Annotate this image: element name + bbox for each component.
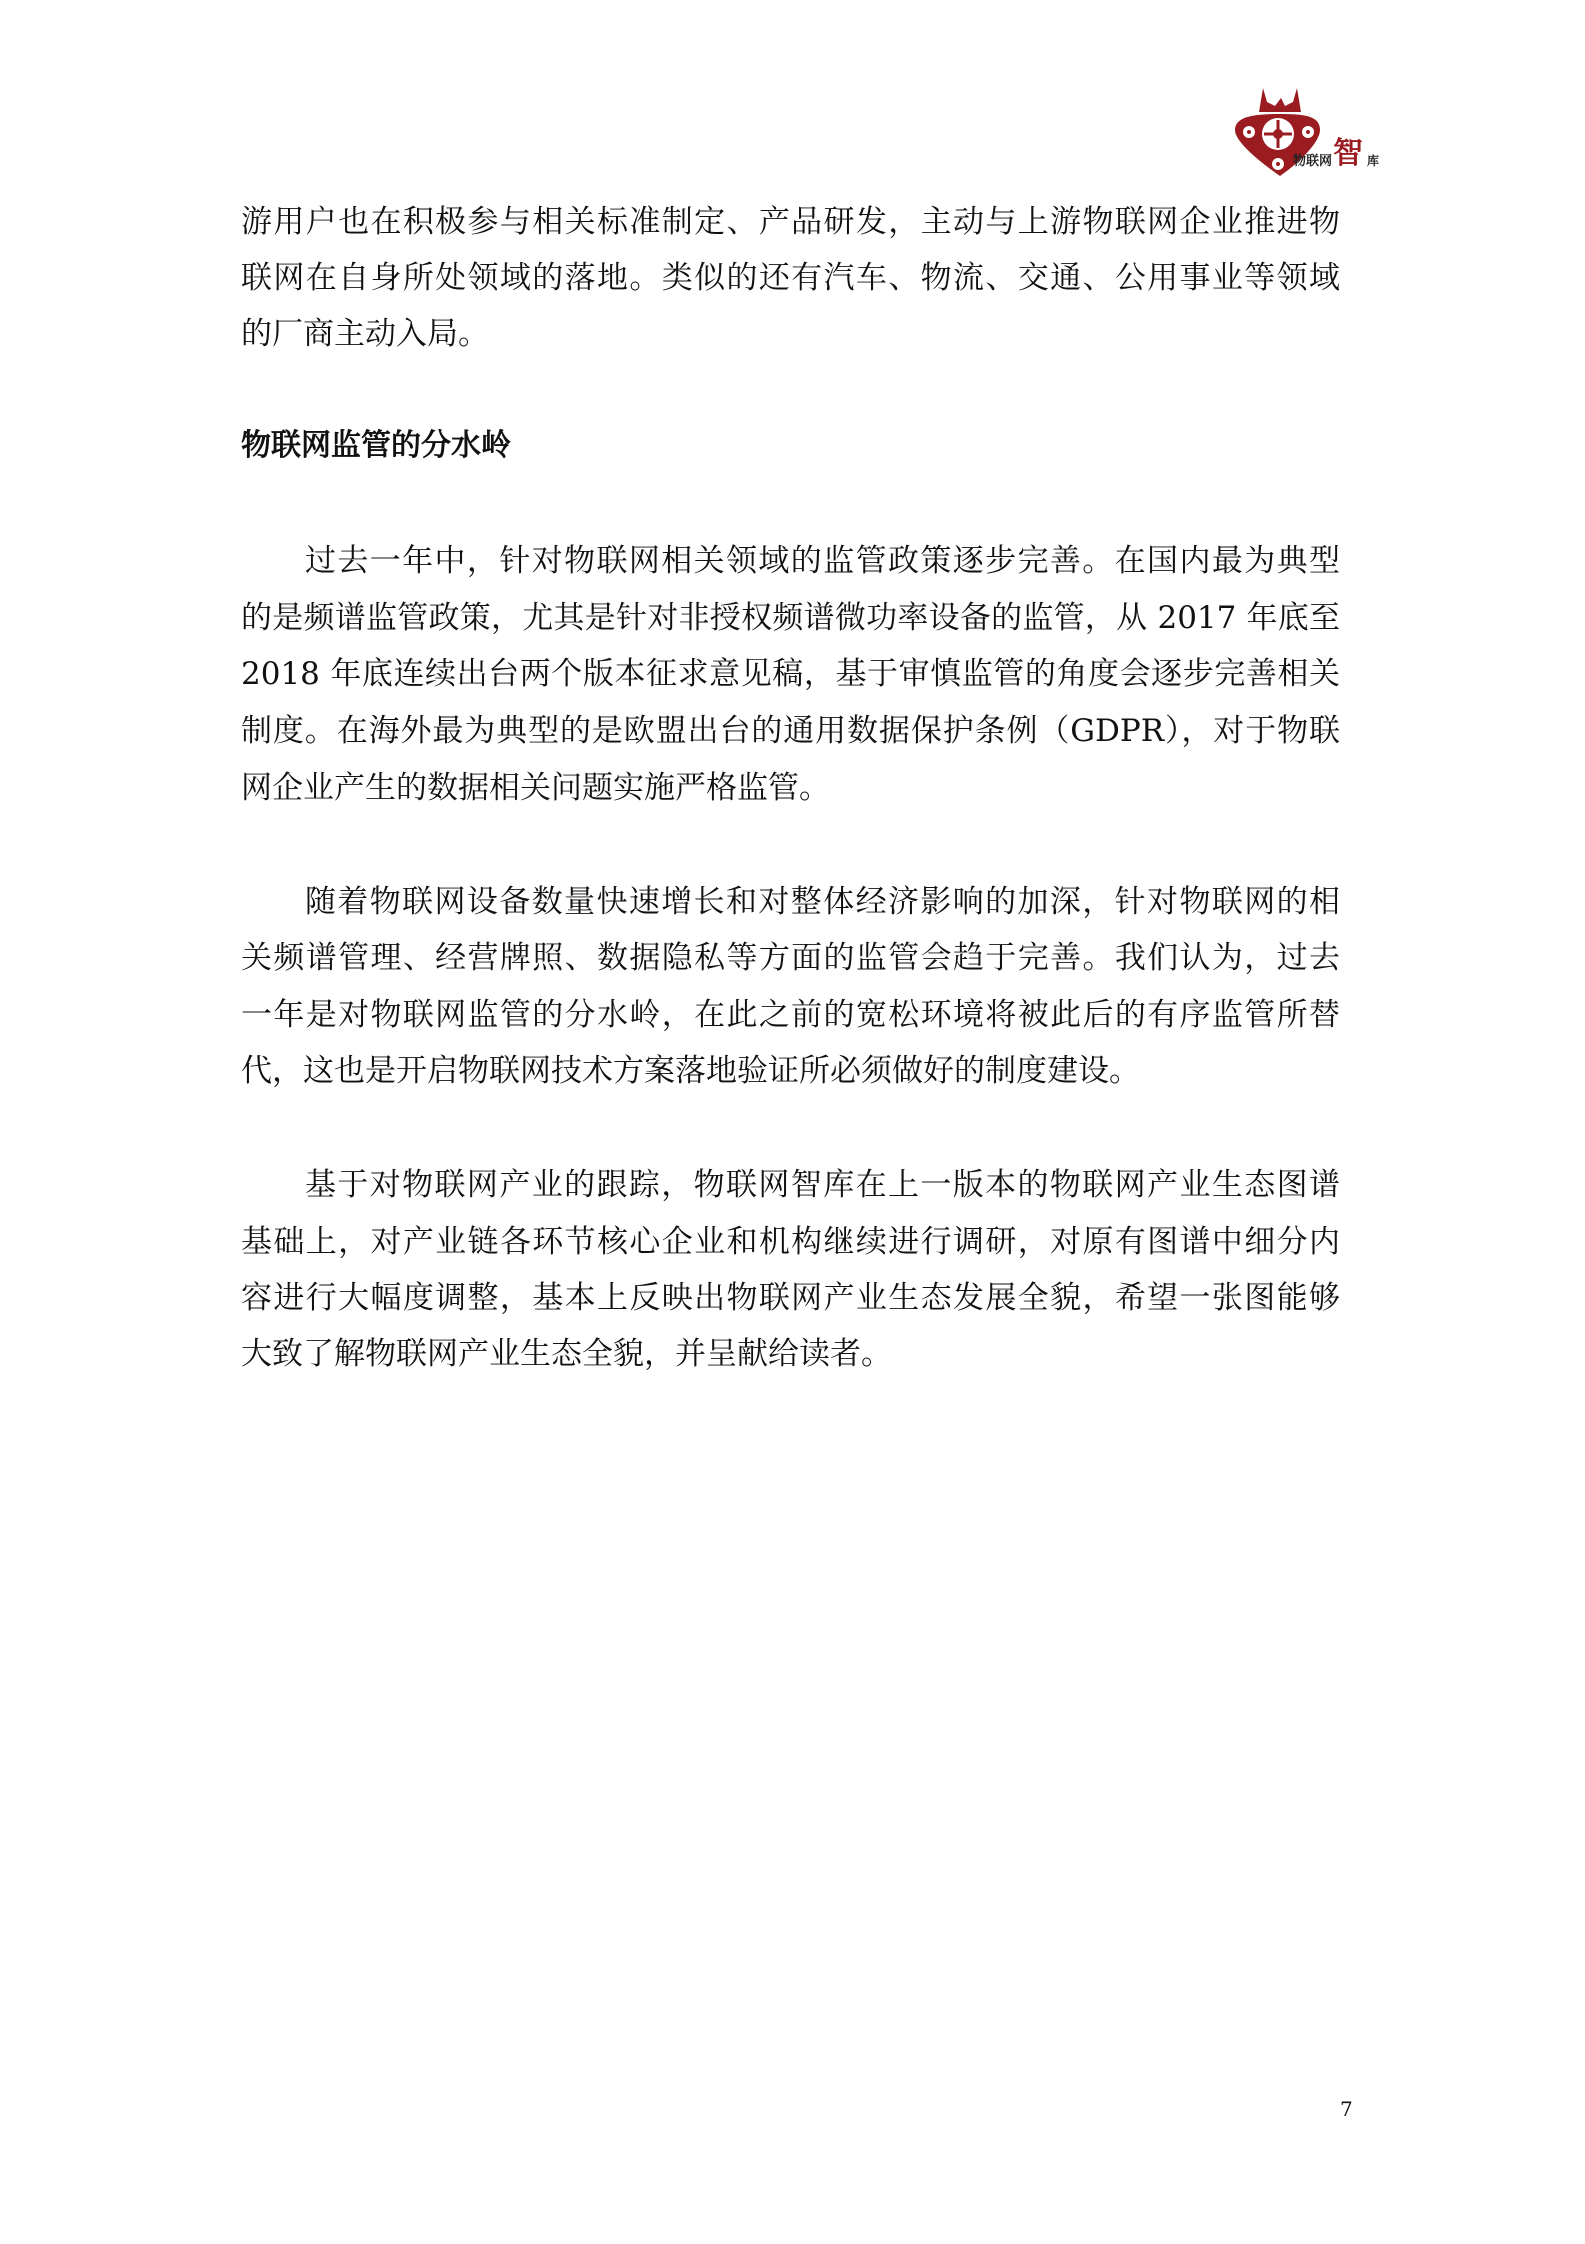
- paragraph-line: 容进行大幅度调整，基本上反映出物联网产业生态发展全貌，希望一张图能够: [241, 1280, 1340, 1316]
- paragraph-line: 游用户也在积极参与相关标准制定、产品研发，主动与上游物联网企业推进物: [241, 204, 1340, 240]
- paragraph-line: 大致了解物联网产业生态全貌，并呈献给读者。: [241, 1336, 892, 1372]
- paragraph-line: 一年是对物联网监管的分水岭，在此之前的宽松环境将被此后的有序监管所替: [241, 997, 1340, 1033]
- paragraph-line: 基于对物联网产业的跟踪，物联网智库在上一版本的物联网产业生态图谱: [305, 1167, 1340, 1203]
- paragraph-line: 关频谱管理、经营牌照、数据隐私等方面的监管会趋于完善。我们认为，过去: [241, 940, 1340, 976]
- page-number: 7: [1340, 2097, 1353, 2121]
- paragraph-line: 过去一年中，针对物联网相关领域的监管政策逐步完善。在国内最为典型: [305, 543, 1340, 579]
- paragraph-line: 的厂商主动入局。: [241, 316, 489, 352]
- logo-suffix: 库: [1367, 154, 1380, 168]
- paragraph-line: 随着物联网设备数量快速增长和对整体经济影响的加深，针对物联网的相: [305, 884, 1340, 920]
- paragraph-line: 联网在自身所处领域的落地。类似的还有汽车、物流、交通、公用事业等领域: [241, 260, 1340, 296]
- paragraph-line: 网企业产生的数据相关问题实施严格监管。: [241, 770, 830, 806]
- paragraph-line: 基础上，对产业链各环节核心企业和机构继续进行调研，对原有图谱中细分内: [241, 1224, 1340, 1260]
- paragraph-line: 的是频谱监管政策，尤其是针对非授权频谱微功率设备的监管，从 2017 年底至: [241, 600, 1340, 636]
- paragraph-line: 2018 年底连续出台两个版本征求意见稿，基于审慎监管的角度会逐步完善相关: [241, 656, 1340, 692]
- brand-logo: [1225, 80, 1405, 180]
- paragraph-line: 代，这也是开启物联网技术方案落地验证所必须做好的制度建设。: [241, 1053, 1140, 1089]
- logo-text: 物联网: [1293, 154, 1333, 169]
- paragraph-line: 制度。在海外最为典型的是欧盟出台的通用数据保护条例（GDPR），对于物联: [241, 713, 1340, 749]
- section-heading: 物联网监管的分水岭: [241, 428, 511, 463]
- logo-accent: 智: [1333, 136, 1363, 171]
